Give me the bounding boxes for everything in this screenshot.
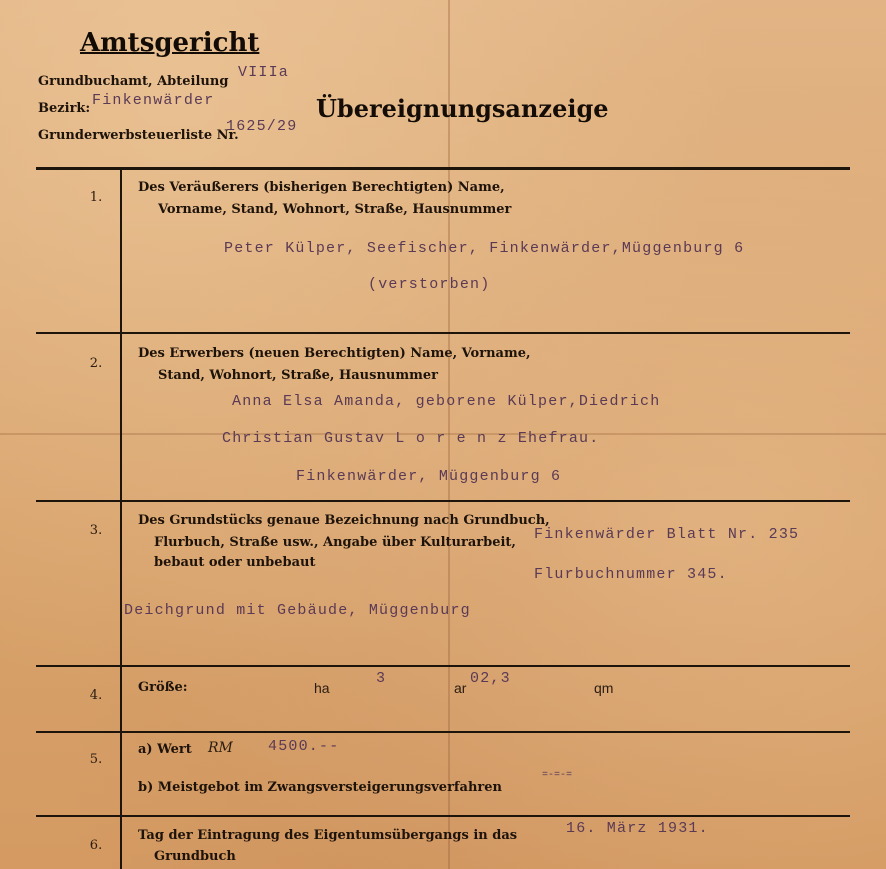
section-label: Flurbuch, Straße usw., Angabe über Kulturarbeit, — [154, 535, 516, 550]
parcel-entry: Deichgrund mit Gebäude, Müggenburg — [124, 602, 471, 619]
form-title: Übereignungsanzeige — [316, 94, 609, 123]
section-number: 5. — [89, 752, 103, 767]
parcel-entry: Finkenwärder Blatt Nr. 235 — [534, 526, 800, 543]
entry-date-label: Tag der Eintragung des Eigentumsübergangs in das — [138, 828, 518, 843]
row-divider-2 — [36, 500, 850, 502]
number-column-divider — [120, 167, 122, 869]
row-divider-4 — [36, 731, 850, 733]
department-label: Grundbuchamt, Abteilung — [38, 74, 229, 89]
section-number: 4. — [89, 688, 103, 703]
section-number: 6. — [89, 838, 103, 853]
value-label: a) Wert — [138, 742, 192, 757]
district-label: Bezirk: — [38, 101, 91, 116]
section-number: 1. — [89, 190, 103, 205]
row-divider-5 — [36, 815, 850, 817]
are-label: ar — [454, 680, 467, 696]
table-top-rule — [36, 167, 850, 170]
currency-label: RM — [208, 740, 233, 756]
section-label: bebaut oder unbebaut — [154, 555, 316, 570]
square-meter-label: qm — [594, 680, 614, 696]
seller-entry: Peter Külper, Seefischer, Finkenwärder,Müggenburg 6 — [224, 240, 745, 257]
entry-date-value: 16. März 1931. — [566, 820, 709, 837]
buyer-entry: Finkenwärder, Müggenburg 6 — [296, 468, 562, 485]
parcel-entry: Flurbuchnummer 345. — [534, 566, 728, 583]
entry-date-label: Grundbuch — [154, 849, 236, 864]
buyer-entry: Christian Gustav L o r e n z Ehefrau. — [222, 430, 600, 447]
section-label: Vorname, Stand, Wohnort, Straße, Hausnummer — [158, 202, 512, 217]
row-divider-1 — [36, 332, 850, 334]
court-title: Amtsgericht — [80, 28, 260, 58]
auction-bid-label: b) Meistgebot im Zwangsversteigerungsverfahren — [138, 780, 502, 795]
hectare-label: ha — [314, 680, 330, 696]
section-label: Des Grundstücks genaue Bezeichnung nach Grundbuch, — [138, 513, 550, 528]
section-label: Des Veräußerers (bisherigen Berechtigten) Name, — [138, 180, 505, 195]
tax-list-label: Grunderwerbsteuerliste Nr. — [38, 128, 239, 143]
section-number: 3. — [89, 523, 103, 538]
seller-note: (verstorben) — [368, 276, 491, 293]
hectare-value: 3 — [376, 670, 387, 687]
section-label: Stand, Wohnort, Straße, Hausnummer — [158, 368, 438, 383]
department-value: VIIIa — [238, 64, 290, 81]
tax-list-value: 1625/29 — [226, 118, 298, 135]
row-divider-3 — [36, 665, 850, 667]
value-amount: 4500.-- — [268, 738, 340, 755]
auction-bid-value: =-=-= — [542, 770, 573, 781]
district-value: Finkenwärder — [92, 92, 215, 109]
size-label: Größe: — [138, 680, 188, 695]
section-number: 2. — [89, 356, 103, 371]
section-label: Des Erwerbers (neuen Berechtigten) Name, Vorname, — [138, 346, 531, 361]
buyer-entry: Anna Elsa Amanda, geborene Külper,Diedrich — [232, 393, 661, 410]
are-value: 02,3 — [470, 670, 511, 687]
